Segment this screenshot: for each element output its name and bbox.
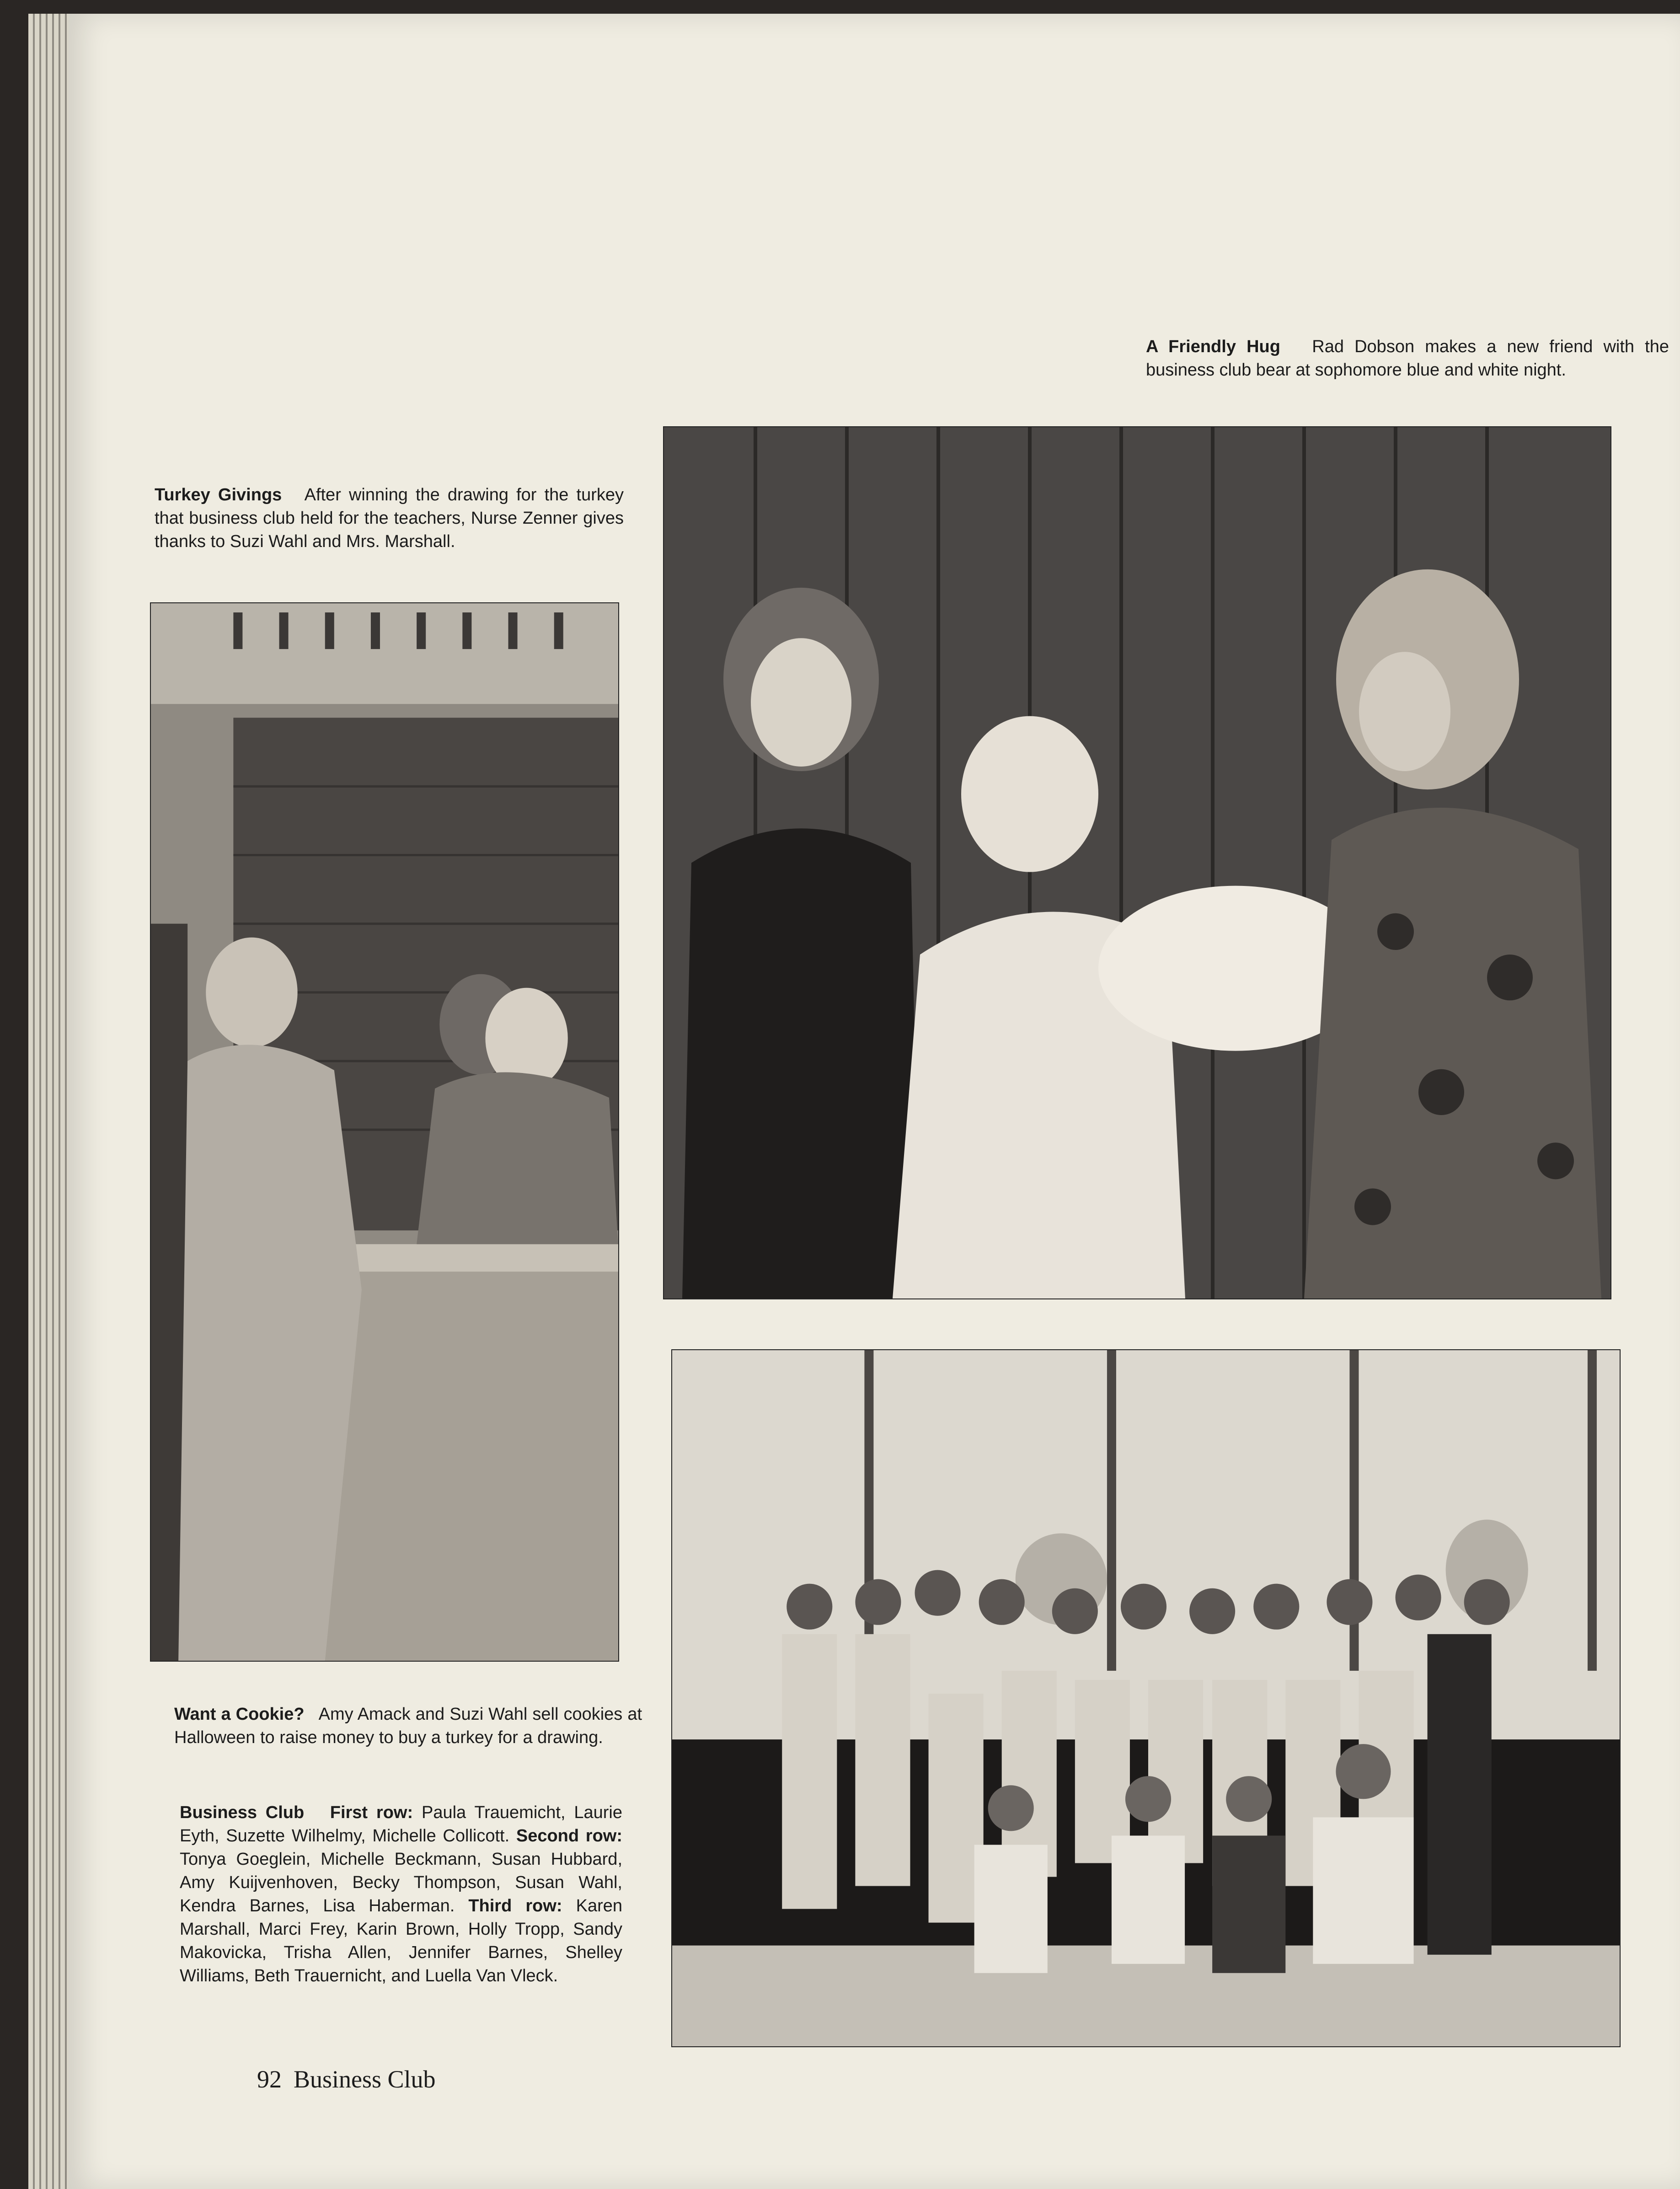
row-label: Second row:	[516, 1826, 622, 1846]
caption-text: After winning the drawing for the turkey that business club held for the teachers, Nurse Zenner gives thanks to Suzi Wahl and Mrs. Marshall.	[155, 485, 624, 551]
caption-want-cookie	[174, 1703, 642, 1749]
caption-text: Amy Amack and Suzi Wahl sell cookies at Halloween to raise money to buy a turkey for a drawing.	[174, 1705, 642, 1747]
row-names: Karen Marshall, Marci Frey, Karin Brown, Holly Tropp, Sandy Makovicka, Trisha Allen, Jennifer Barnes, Shelley Williams, Beth Trauernicht, and Luella Van Vleck.	[180, 1896, 623, 1985]
roster-title: Business Club	[180, 1803, 305, 1822]
row-label: Third row:	[468, 1896, 562, 1915]
page-number: 92	[257, 2066, 282, 2093]
caption-title: Want a Cookie?	[174, 1705, 305, 1724]
page-folio	[257, 2065, 436, 2093]
caption-turkey-givings	[155, 483, 624, 553]
caption-title: A Friendly Hug	[1146, 337, 1280, 356]
photo-turkey-handoff	[663, 426, 1611, 1299]
row-names: Tonya Goeglein, Michelle Beckmann, Susan Hubbard, Amy Kuijvenhoven, Becky Thompson, Susan Wahl, Kendra Barnes, Lisa Haberman.	[180, 1850, 622, 1915]
section-name: Business Club	[294, 2066, 436, 2093]
caption-text: Rad Dobson makes a new friend with the business club bear at sophomore blue and white night.	[1146, 337, 1669, 380]
row-names: Paula Trauemicht, Laurie Eyth, Suzette Wilhelmy, Michelle Collicott.	[180, 1803, 622, 1846]
row-label: First row:	[330, 1803, 413, 1822]
photo-business-club-group	[671, 1349, 1621, 2047]
caption-business-club-roster	[180, 1801, 622, 1988]
page-edges	[28, 14, 74, 2189]
photo-cookie-booth	[150, 602, 619, 1662]
yearbook-page	[69, 14, 1680, 2189]
caption-title: Turkey Givings	[155, 485, 282, 504]
caption-friendly-hug	[1146, 335, 1669, 382]
